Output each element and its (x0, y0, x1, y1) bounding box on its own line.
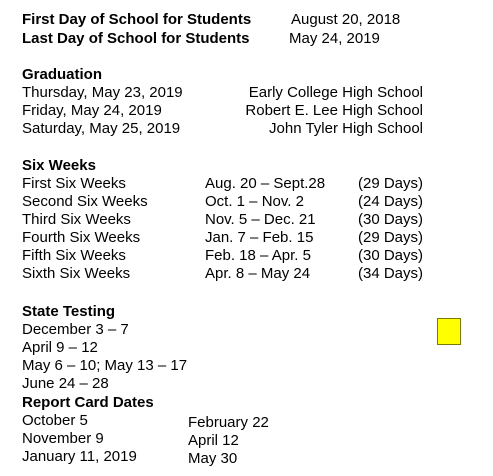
first-day-value: August 20, 2018 (291, 11, 401, 28)
state-testing-item: December 3 – 7 (22, 321, 129, 338)
graduation-school: John Tyler High School (269, 120, 423, 137)
six-weeks-days: (34 Days) (358, 265, 424, 282)
six-weeks-range: Jan. 7 – Feb. 15 (205, 229, 314, 246)
graduation-school: Early College High School (248, 84, 423, 101)
six-weeks-days: (30 Days) (358, 247, 424, 264)
six-weeks-name: First Six Weeks (22, 175, 126, 192)
state-testing-heading: State Testing (22, 303, 116, 320)
report-card-date: January 11, 2019 (22, 448, 137, 465)
six-weeks-days: (30 Days) (358, 211, 424, 228)
report-card-date: November 9 (22, 430, 104, 447)
first-day-label: First Day of School for Students (22, 11, 252, 28)
graduation-date: Saturday, May 25, 2019 (22, 120, 181, 137)
yellow-marker (437, 318, 461, 345)
last-day-value: May 24, 2019 (289, 30, 380, 47)
six-weeks-range: Oct. 1 – Nov. 2 (205, 193, 304, 210)
six-weeks-days: (24 Days) (358, 193, 424, 210)
report-card-date: May 30 (188, 450, 238, 467)
state-testing-item: June 24 – 28 (22, 375, 109, 392)
report-card-date: April 12 (188, 432, 239, 449)
six-weeks-name: Fourth Six Weeks (22, 229, 141, 246)
report-card-date: October 5 (22, 412, 88, 429)
six-weeks-range: Feb. 18 – Apr. 5 (205, 247, 311, 264)
state-testing-item: May 6 – 10; May 13 – 17 (22, 357, 188, 374)
graduation-school: Robert E. Lee High School (245, 102, 423, 119)
six-weeks-heading: Six Weeks (22, 157, 96, 174)
six-weeks-name: Fifth Six Weeks (22, 247, 126, 264)
six-weeks-range: Apr. 8 – May 24 (205, 265, 311, 282)
report-card-date: February 22 (188, 414, 269, 431)
six-weeks-name: Second Six Weeks (22, 193, 148, 210)
graduation-date: Thursday, May 23, 2019 (22, 84, 183, 101)
last-day-label: Last Day of School for Students (22, 30, 250, 47)
graduation-heading: Graduation (22, 66, 103, 83)
six-weeks-range: Nov. 5 – Dec. 21 (205, 211, 316, 228)
report-card-heading: Report Card Dates (22, 394, 154, 411)
six-weeks-days: (29 Days) (358, 175, 424, 192)
six-weeks-name: Sixth Six Weeks (22, 265, 131, 282)
six-weeks-days: (29 Days) (358, 229, 424, 246)
state-testing-item: April 9 – 12 (22, 339, 98, 356)
six-weeks-name: Third Six Weeks (22, 211, 131, 228)
graduation-date: Friday, May 24, 2019 (22, 102, 162, 119)
six-weeks-range: Aug. 20 – Sept.28 (205, 175, 326, 192)
